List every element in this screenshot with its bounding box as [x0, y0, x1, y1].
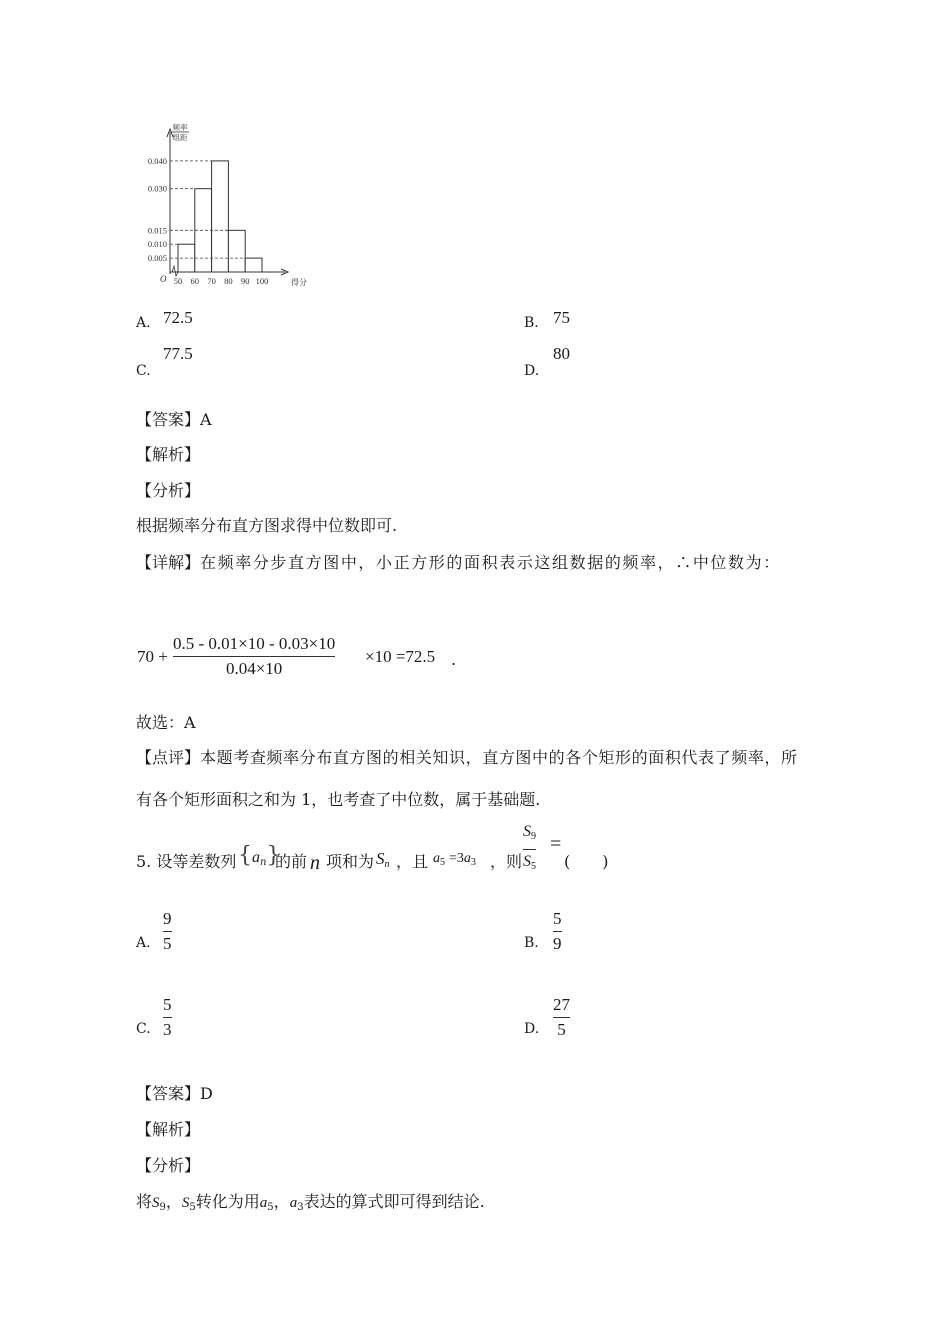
formula-tail: ×10 =72.5 [365, 647, 436, 666]
axis-break [172, 266, 178, 276]
q5-mid1: 的前 [275, 852, 308, 871]
histogram-bar [228, 230, 245, 272]
q5-mid4: ，则 [490, 852, 523, 871]
q5-condition: $a_5 =3a_3$ [433, 851, 476, 868]
x-tick-label: 90 [240, 276, 250, 286]
formula-period: . [451, 650, 457, 669]
formula-fraction [173, 634, 335, 679]
q5-fenxi: 【分析】 [136, 1156, 201, 1175]
option-d [524, 360, 539, 379]
fenxi-label: 【分析】 [136, 481, 201, 500]
x-tick-label: 60 [190, 276, 200, 286]
option-b-value: 75 [553, 308, 570, 327]
formula-denominator: 0.04×10 [225, 659, 283, 678]
option-c [136, 360, 151, 379]
fenxi-text: 根据频率分布直方图求得中位数即可. [136, 516, 398, 535]
y-tick-label: 0.040 [147, 155, 167, 166]
y-tick-label: 0.005 [147, 253, 167, 264]
q5-option-d-letter: D. [524, 1021, 540, 1037]
option-b [524, 312, 539, 331]
formula-lead: 70 + [137, 647, 168, 666]
x-axis-label: 得分 [291, 278, 307, 287]
detail-line [136, 550, 781, 573]
q5-mid2: 项和为 [326, 852, 375, 871]
option-d-value: 80 [553, 344, 570, 363]
detail-tag: 【详解】 [136, 553, 201, 572]
histogram-bar [245, 258, 262, 272]
option-letter: B. [524, 315, 539, 331]
detail-text: 在频率分步直方图中，小正方形的面积表示这组数据的频率，∴中位数为： [200, 553, 781, 572]
formula-numerator: 0.5 - 0.01×10 - 0.03×10 [173, 634, 336, 653]
origin-label: O [160, 274, 167, 284]
analysis-label: 【解析】 [136, 445, 201, 464]
q5-S: $S_n$ [376, 849, 390, 870]
x-tick-label: 80 [224, 276, 233, 286]
x-tick-label: 100 [255, 276, 269, 286]
histogram-bar [212, 161, 229, 272]
y-tick-label: 0.010 [147, 239, 167, 250]
comment-line-1 [136, 745, 798, 768]
frequency-histogram [120, 120, 340, 295]
option-letter: D. [524, 363, 540, 379]
q5-n: n [310, 852, 320, 874]
q5-answer: 【答案】D [136, 1084, 213, 1103]
y-tick-label: 0.015 [147, 225, 167, 236]
q5-ratio-eq: = [550, 833, 562, 855]
option-letter: C. [136, 363, 151, 379]
q5-mid3: ，且 [396, 852, 429, 871]
q5-option-d-fraction: 27 5 [553, 995, 570, 1039]
q5-fenxi-text: 将$S_9$，$S_5$转化为用$a_5$，$a_3$表达的算式即可得到结论. [136, 1192, 485, 1213]
comment-line-2: 有各个矩形面积之和为 1，也考查了中位数，属于基础题. [136, 790, 541, 809]
option-a-value: 72.5 [163, 308, 193, 327]
seq-braces: $\{a_n\}$ [238, 843, 281, 868]
q5-option-b-letter: B. [524, 935, 539, 951]
q5-option-a-fraction: 9 5 [163, 909, 172, 953]
q5-option-a-letter: A. [136, 935, 151, 951]
y-axis-label-bottom: 组距 [172, 133, 188, 142]
option-a [136, 312, 151, 331]
option-c-value: 77.5 [163, 344, 193, 363]
q5-option-c-fraction: 5 3 [163, 995, 172, 1039]
q5-prefix: 5. 设等差数列 [136, 852, 237, 871]
comment-text-1: 本题考查频率分布直方图的相关知识，直方图中的各个矩形的面积代表了频率，所 [200, 748, 798, 767]
y-axis-label-top: 频率 [172, 123, 188, 132]
q5-ratio: $S_9$ $S_5$ [523, 823, 536, 872]
comment-tag: 【点评】 [136, 748, 201, 767]
q5-option-b-fraction: 5 9 [553, 909, 562, 953]
option-letter: A. [136, 315, 151, 331]
x-tick-label: 70 [207, 276, 216, 286]
y-tick-label: 0.030 [147, 183, 167, 194]
q5-analysis: 【解析】 [136, 1120, 201, 1139]
q5-paren: ( ) [564, 852, 609, 871]
choose-line: 故选：A [136, 713, 196, 732]
x-tick-label: 50 [173, 276, 183, 286]
fraction-bar [173, 656, 335, 657]
answer-label: 【答案】A [136, 410, 212, 429]
q5-option-c-letter: C. [136, 1021, 151, 1037]
